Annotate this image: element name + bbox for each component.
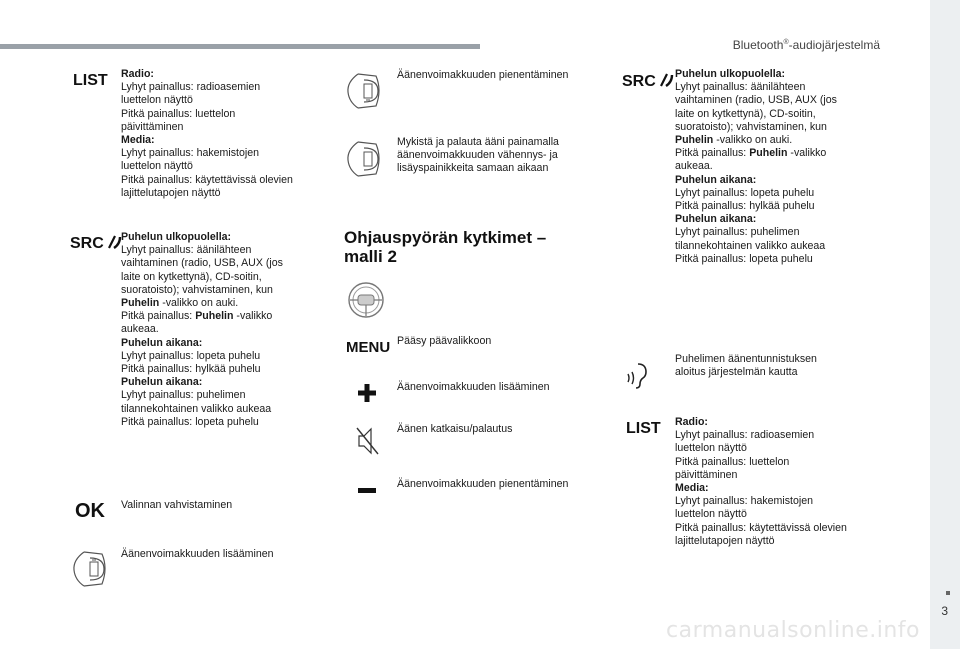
- menu-label: MENU: [346, 339, 391, 356]
- src-description: Puhelun ulkopuolella: Lyhyt painallus: äänilähteen vaihtaminen (radio, USB, AUX (jos laite on kytkettynä), CD-soitin, suoratoisto); vahvistaminen, kun Puhelin -valikko on auki. Pitkä painallus: Puhelin -valikko aukeaa. Puhelun aikana: Lyhyt painallus: lopeta puhelu Pitkä painallus: hylkää puhelu Puhelun aikana: Lyhyt painallus: puhelimen tilannekohtainen valikko aukeaa Pitkä painallus: lopeta puhelu: [121, 231, 283, 428]
- side-strip: [930, 0, 960, 649]
- ok-description: Valinnan vahvistaminen: [121, 499, 233, 511]
- steering-wheel-volume-down-icon: [344, 72, 386, 110]
- minus-description: Äänenvoimakkuuden pienentäminen: [397, 478, 569, 490]
- page-header: Bluetooth®-audiojärjestelmä: [732, 38, 880, 52]
- src-phone-icon: [106, 234, 122, 250]
- ok-label: OK: [75, 500, 105, 522]
- plus-description: Äänenvoimakkuuden lisääminen: [397, 381, 550, 393]
- steering-wheel-mute-icon: [344, 140, 386, 178]
- src-description-2: Puhelun ulkopuolella: Lyhyt painallus: äänilähteen vaihtaminen (radio, USB, AUX (jos laite on kytkettynä), CD-soitin, suoratoisto); vahvistaminen, kun Puhelin -valikko on auki. Pitkä painallus: Puhelin -valikko aukeaa. Puhelun aikana: Lyhyt painallus: lopeta puhelu Pitkä painallus: hylkää puhelu Puhelun aikana: Lyhyt painallus: puhelimen tilannekohtainen valikko aukeaa Pitkä painallus: lopeta puhelu: [675, 68, 837, 265]
- watermark: carmanualsonline.info: [666, 618, 920, 643]
- list-description-2: Radio: Lyhyt painallus: radioasemien luettelon näyttö Pitkä painallus: luettelon päivittäminen Media: Lyhyt painallus: hakemistojen luettelon näyttö Pitkä painallus: käytettävissä olevien lajittelutapojen näyttö: [675, 416, 847, 547]
- src-phone-icon: [658, 72, 674, 88]
- src-label-2: SRC: [622, 72, 674, 91]
- header-rule: [0, 44, 480, 49]
- list-description: Radio: Lyhyt painallus: radioasemien luettelon näyttö Pitkä painallus: luettelon päivittäminen Media: Lyhyt painallus: hakemistojen luettelon näyttö Pitkä painallus: käytettävissä olevien lajittelutapojen näyttö: [121, 68, 293, 199]
- minus-icon: [357, 487, 377, 495]
- plus-icon: [357, 383, 377, 403]
- vol-up-description: Äänenvoimakkuuden lisääminen: [121, 548, 274, 560]
- steering-wheel-volume-up-icon: [70, 550, 112, 588]
- src-label: SRC: [70, 234, 122, 253]
- mute-description: Mykistä ja palauta ääni painamalla äänenvoimakkuuden vähennys- ja lisäyspainikkeita samaan aikaan: [397, 136, 559, 175]
- page-number: 3: [941, 604, 948, 618]
- list-label-2: LIST: [626, 420, 661, 437]
- mute2-description: Äänen katkaisu/palautus: [397, 423, 513, 435]
- menu-description: Pääsy päävalikkoon: [397, 335, 492, 347]
- page-marker: [946, 591, 950, 595]
- voice-description: Puhelimen äänentunnistuksen aloitus järjestelmän kautta: [675, 353, 817, 379]
- section-title: Ohjauspyörän kytkimet – malli 2: [344, 228, 547, 266]
- list-label: LIST: [73, 72, 108, 89]
- voice-recognition-icon: [624, 358, 658, 392]
- vol-down-description: Äänenvoimakkuuden pienentäminen: [397, 69, 569, 81]
- mute-speaker-icon: [356, 426, 380, 456]
- steering-wheel-icon: [346, 280, 386, 320]
